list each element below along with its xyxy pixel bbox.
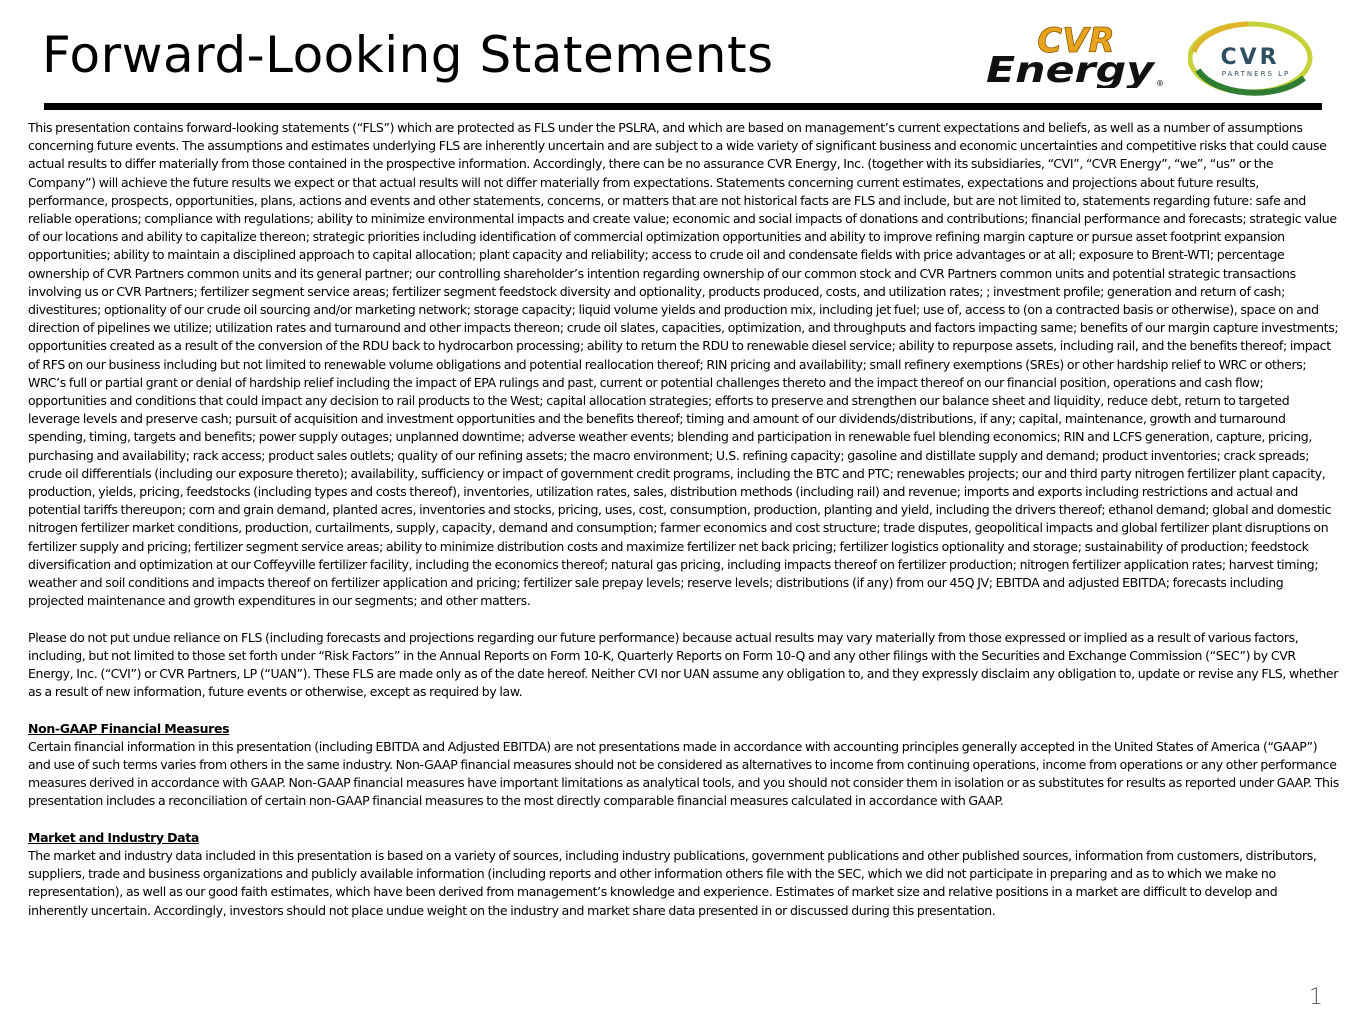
logo-partners-name: CVR bbox=[1220, 45, 1280, 70]
logo-energy-top: CVR bbox=[1037, 22, 1115, 61]
fls-paragraph: This presentation contains forward-looking statements (“FLS”) which are protected as FLS under the PSLRA, and which are based on management’s current expectations and beliefs, as well as a number of assumptions concerning future events. The assumptions and estimates underlying FLS are inherently uncertain and are subject to a wide variety of significant business and economic uncertainties and competitive risks that could cause actual results to differ materially from those contained in the prospective information. Accordingly, there can be no assurance CVR Energy, Inc. (together with its subsidiaries, “CVI”, “CVR Energy”, “we”, “us” or the Company”) will achieve the future results we expect or that actual results will not differ materially from expectations. Statements concerning current estimates, expectations and projections about future results, performance, prospects, opportunities, plans, actions and events and other statements, concerns, or matters that are not historical facts are FLS and include, but are not limited to, statements regarding future: safe and reliable operations; compliance with regulations; ability to minimize environmental impacts and create value; economic and social impacts of donations and contributions; financial performance and forecasts; strategic value of our locations and ability to capitalize thereon; strategic priorities including identification of commercial optimization opportunities and ability to improve refining margin capture or pursue asset footprint expansion opportunities; ability to maintain a disciplined approach to capital allocation; plant capacity and reliability; access to crude oil and condensate fields with price advantages or at all; exposure to Brent-WTI; percentage ownership of CVR Partners common units and its general partner; our controlling shareholder’s intention regarding ownership of our common stock and CVR Partners common units and potential strategic transactions involving us or CVR Partners; fertilizer segment service areas; fertilizer segment feedstock diversity and optionality, products produced, costs, and utilization rates; ; investment profile; generation and return of cash; divestitures; optionality of our crude oil sourcing and/or marketing network; storage capacity; liquid volume yields and production mix, including jet fuel; use of, access to (on a contracted basis or otherwise), space on and direction of pipelines we utilize; utilization rates and turnaround and other impacts thereon; crude oil slates, capacities, optimization, and throughputs and factors impacting same; benefits of our margin capture investments; opportunities created as a result of the conversion of the RDU back to hydrocarbon processing; ability to return the RDU to renewable diesel service; ability to repurpose assets, including rail, and the benefits thereof; impact of RFS on our business including but not limited to renewable volume obligations and potential reallocation thereof; RIN pricing and availability; small refinery exemptions (SREs) or other hardship relief to WRC or others; WRC’s full or partial grant or denial of hardship relief including the impact of EPA rulings and past, current or potential challenges thereto and the impact thereof on our financial position, operations and cash flow; opportunities and conditions that could impact any decision to rail products to the West; capital allocation strategies; efforts to preserve and strengthen our balance sheet and liquidity, reduce debt, return to targeted leverage levels and preserve cash; pursuit of acquisition and investment opportunities and the benefits thereof; timing and amount of our dividends/distributions, if any; capital, maintenance, growth and turnaround spending, timing, targets and benefits; power supply outages; unplanned downtime; adverse weather events; blending and participation in renewable fuel blending economics; RIN and LCFS generation, capture, pricing, purchasing and availability; rack access; product sales outlets; quality of our refining assets; the macro environment; U.S. refining capacity; gasoline and distillate supply and demand; product inventories; crack spreads; crude oil differentials (including our exposure thereto); availability, sufficiency or impact of government credit programs, including the BTC and PTC; renewables projects; our and third party nitrogen fertilizer plant capacity, production, yields, pricing, feedstocks (including types and costs thereof), inventories, utilization rates, sales, distribution methods (including rail) and revenue; imports and exports including restrictions and actual and potential tariffs thereupon; corn and grain demand, planted acres, inventories and stocks, pricing, uses, cost, consumption, production, planting and yield, including the drivers thereof; ethanol demand; global and domestic nitrogen fertilizer market conditions, production, curtailments, supply, capacity, demand and consumption; farmer economics and cost structure; trade disputes, geopolitical impacts and global fertilizer plant disruptions on fertilizer supply and pricing; fertilizer segment service areas; ability to minimize distribution costs and maximize fertilizer net back pricing; fertilizer logistics optionality and storage; sustainability of production; feedstock diversification and optimization at our Coffeyville fertilizer facility, including the economics thereof; natural gas pricing, including impacts thereof on fertilizer production; nitrogen fertilizer application rates; harvest timing; weather and soil conditions and impacts thereof on fertilizer application and pricing; fertilizer sale prepay levels; reserve levels; distributions (if any) from our 45Q JV; EBITDA and adjusted EBITDA; forecasts including projected maintenance and growth expenditures in our segments; and other matters. bbox=[28, 120, 1339, 609]
cvr-partners-logo bbox=[1188, 18, 1322, 101]
nongaap-section bbox=[28, 720, 1340, 811]
page-number: 1 bbox=[1309, 985, 1323, 1010]
logo-registered-mark: ® bbox=[1156, 79, 1164, 88]
logo-partners-sub: PARTNERS LP bbox=[1221, 70, 1291, 78]
market-section bbox=[28, 829, 1340, 920]
disclaimer-body bbox=[28, 119, 1340, 938]
market-heading: Market and Industry Data bbox=[28, 829, 199, 845]
nongaap-heading: Non-GAAP Financial Measures bbox=[28, 720, 230, 736]
page-title: Forward-Looking Statements bbox=[42, 26, 774, 84]
nongaap-paragraph: Certain financial information in this presentation (including EBITDA and Adjusted EBITDA) are not presentations made in accordance with accounting principles generally accepted in the United States of America (“GAAP”) and use of such terms varies from others in the same industry. Non-GAAP financial measures should not be considered as alternatives to income from continuing operations, income from operations or any other performance measures derived in accordance with GAAP. Non-GAAP financial measures have important limitations as analytical tools, and you should not consider them in isolation or as substitutes for results as reported under GAAP. This presentation includes a reconciliation of certain non-GAAP financial measures to the most directly comparable financial measures calculated in accordance with GAAP. bbox=[28, 738, 1339, 809]
reliance-paragraph: Please do not put undue reliance on FLS (including forecasts and projections regarding our future performance) because actual results may vary materially from those expressed or implied as a result of various factors, including, but not limited to those set forth under “Risk Factors” in the Annual Reports on Form 10-K, Quarterly Reports on Form 10-Q and any other filings with the Securities and Exchange Commission (“SEC”) by CVR Energy, Inc. (“CVI”) or CVR Partners, LP (“UAN”). These FLS are made only as of the date hereof. Neither CVI nor UAN assume any obligation to, and they expressly disclaim any obligation to, update or revise any FLS, whether as a result of new information, future events or otherwise, except as required by law. bbox=[28, 629, 1339, 700]
market-paragraph: The market and industry data included in this presentation is based on a variety of sources, including industry publications, government publications and other published sources, information from customers, distributors, suppliers, trade and business organizations and publicly available information (including reports and other information others file with the SEC, which we did not participate in preparing and as to which we make no representation), as well as our good faith estimates, which have been derived from management’s knowledge and experience. Estimates of market size and relative positions in a market are difficult to develop and inherently uncertain. Accordingly, investors should not place undue weight on the industry and market share data presented in or discussed during this presentation. bbox=[28, 848, 1317, 918]
title-divider bbox=[44, 103, 1322, 110]
logo-energy-bottom: Energy bbox=[986, 50, 1156, 88]
cvr-energy-logo bbox=[984, 22, 1166, 93]
